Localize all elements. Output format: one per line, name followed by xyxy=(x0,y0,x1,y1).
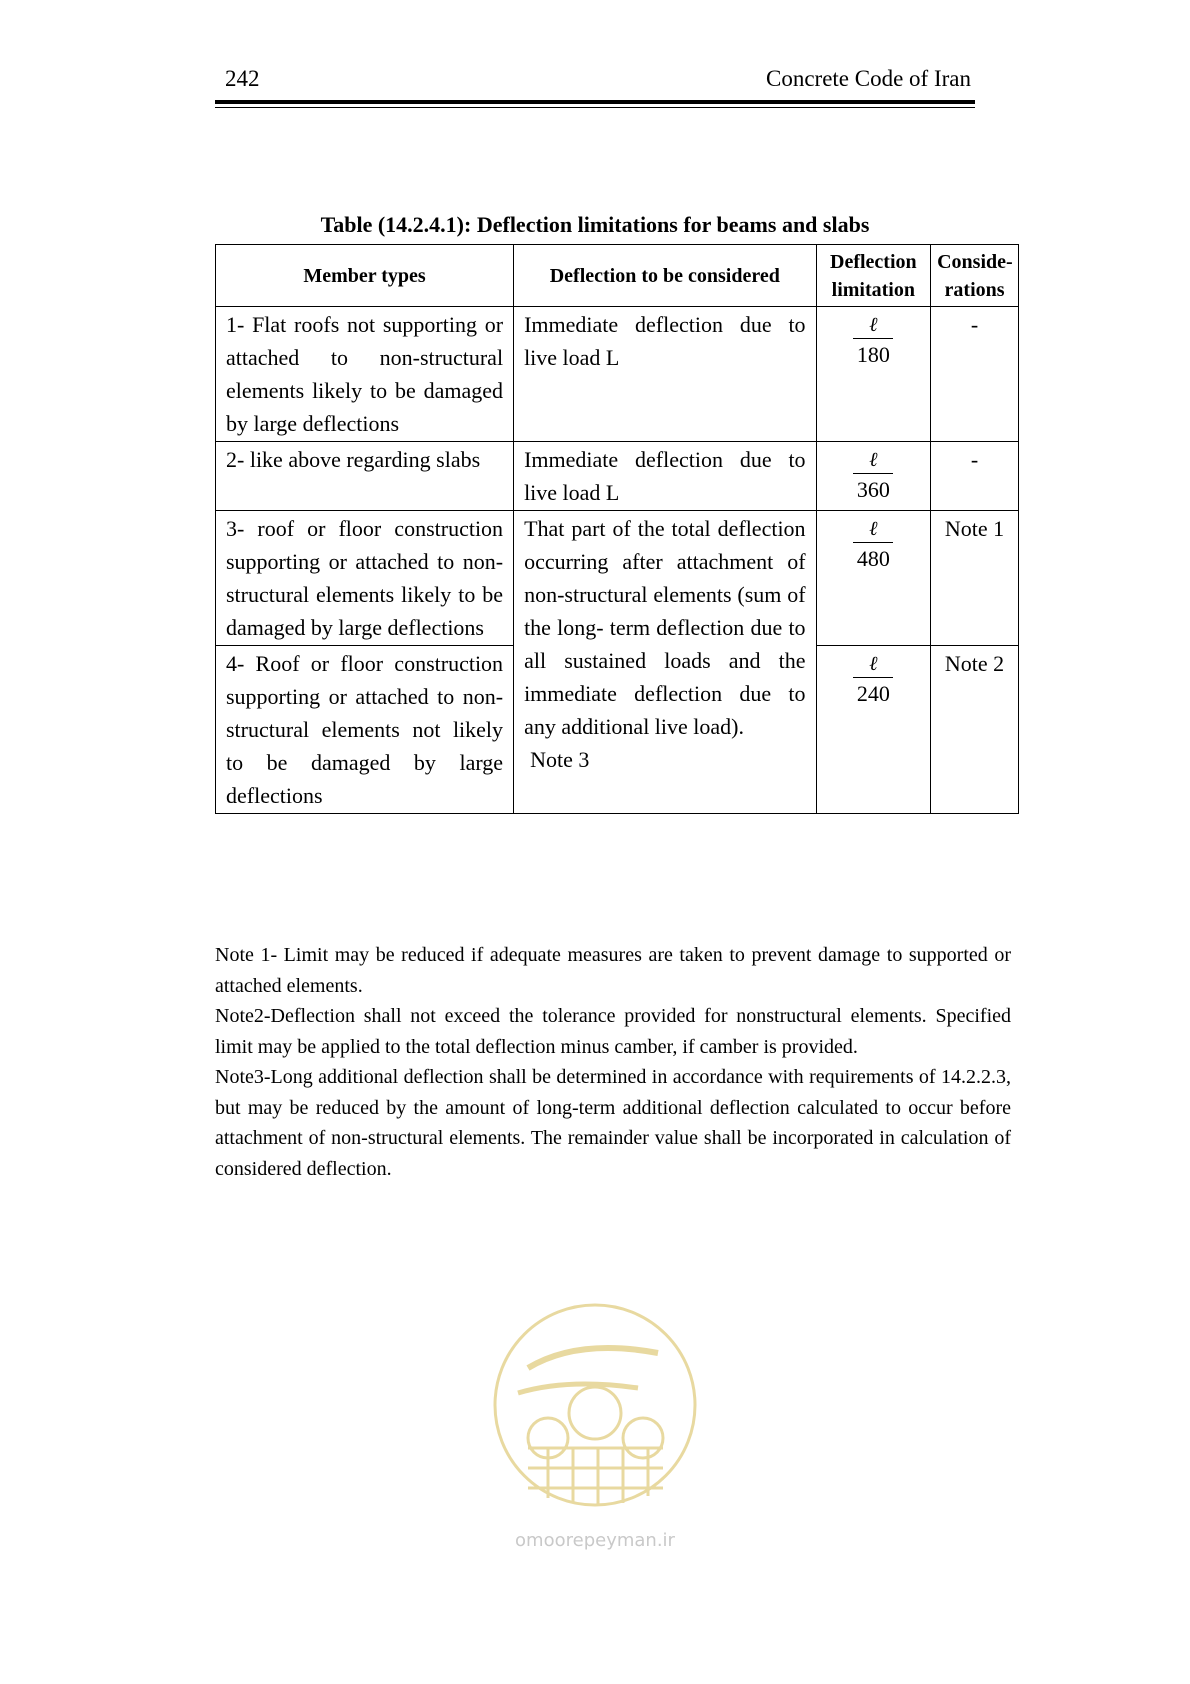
deflection-text: That part of the total deflection occurring after attachment of non-structural elements (sum of the long- term deflection due to all sustained loads and the immediate deflection due to any additional live load). xyxy=(524,516,806,739)
limit-denominator: 240 xyxy=(856,681,890,706)
deflection-table xyxy=(215,244,1019,814)
note-1: Note 1- Limit may be reduced if adequate measures are taken to prevent damage to supported or attached elements. xyxy=(215,944,1011,997)
page-header xyxy=(215,62,975,102)
consideration-cell: - xyxy=(931,307,1019,442)
consideration-cell: Note 1 xyxy=(931,511,1019,646)
limit-denominator: 360 xyxy=(856,477,890,502)
table-header-row xyxy=(216,245,1019,307)
column-header-deflection-considered: Deflection to be considered xyxy=(514,245,817,307)
column-header-deflection-limitation: Deflection limitation xyxy=(816,245,931,307)
limit-fraction xyxy=(853,310,893,371)
limit-numerator: ℓ xyxy=(869,651,878,675)
table-row xyxy=(216,511,1019,646)
limit-numerator: ℓ xyxy=(869,516,878,540)
member-type-cell: 2- like above regarding slabs xyxy=(216,442,514,511)
seal-watermark-icon xyxy=(488,1298,702,1558)
page-number: 242 xyxy=(225,66,260,91)
member-type-cell: 1- Flat roofs not supporting or attached to non-structural elements likely to be damaged by large deflections xyxy=(216,307,514,442)
limit-cell xyxy=(816,442,931,511)
deflection-cell xyxy=(514,511,817,814)
header-rule-thin xyxy=(215,107,975,108)
limit-fraction xyxy=(853,445,893,506)
deflection-cell: Immediate deflection due to live load L xyxy=(514,307,817,442)
running-title: Concrete Code of Iran xyxy=(765,66,971,91)
limit-fraction xyxy=(853,649,893,710)
header-rule-thick xyxy=(215,100,975,104)
limit-cell xyxy=(816,511,931,646)
limit-numerator: ℓ xyxy=(869,447,878,471)
limit-cell xyxy=(816,646,931,814)
limit-denominator: 180 xyxy=(856,342,890,367)
watermark-url: omoorepeyman.ir xyxy=(515,1530,675,1551)
table-row xyxy=(216,307,1019,442)
member-type-cell: 3- roof or floor construction supporting or attached to non-structural elements likely to be damaged by large deflections xyxy=(216,511,514,646)
limit-numerator: ℓ xyxy=(869,312,878,336)
deflection-cell: Immediate deflection due to live load L xyxy=(514,442,817,511)
column-header-considerations: Conside- rations xyxy=(931,245,1019,307)
consideration-cell: - xyxy=(931,442,1019,511)
member-type-cell: 4- Roof or floor construction supporting or attached to non-structural elements not likely to be damaged by large deflections xyxy=(216,646,514,814)
limit-fraction xyxy=(853,514,893,575)
table-title: Table (14.2.4.1): Deflection limitations for beams and slabs xyxy=(320,212,870,237)
limit-denominator: 480 xyxy=(856,546,890,571)
table-notes xyxy=(215,940,1011,1184)
seal-graphic xyxy=(488,1298,702,1558)
deflection-note-ref: Note 3 xyxy=(530,747,590,772)
consideration-cell: Note 2 xyxy=(931,646,1019,814)
limit-cell xyxy=(816,307,931,442)
column-header-member-types: Member types xyxy=(216,245,514,307)
note-3: Note3-Long additional deflection shall be determined in accordance with requirements of 14.2.2.3, but may be reduced by the amount of long-term additional deflection calculated to occur before attachment of non-structural elements. The remainder value shall be incorporated in calculation of considered deflection. xyxy=(215,1066,1011,1180)
note-2: Note2-Deflection shall not exceed the tolerance provided for nonstructural elements. Specified limit may be applied to the total deflection minus camber, if camber is provided. xyxy=(215,1005,1011,1058)
table-row xyxy=(216,442,1019,511)
